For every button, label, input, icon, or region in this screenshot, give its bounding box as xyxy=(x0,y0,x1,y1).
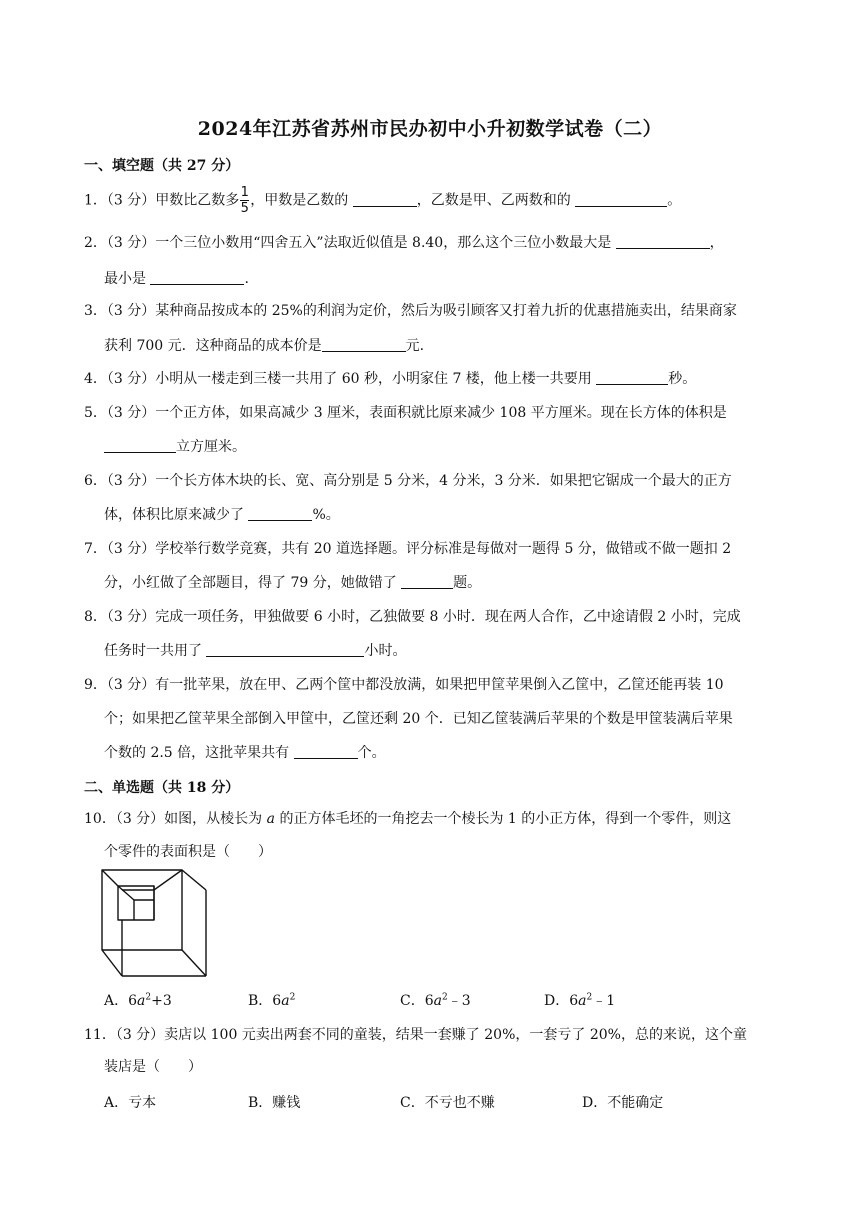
option-exp: 2 xyxy=(289,992,296,1003)
question-number: 5． xyxy=(84,405,107,421)
option-var: a xyxy=(281,993,290,1009)
question-text: ，甲数是乙数的 xyxy=(250,192,353,209)
question-text: 个数的 2.5 倍，这批苹果共有 xyxy=(104,745,294,761)
option-a[interactable] xyxy=(104,1092,156,1112)
question-number: 3． xyxy=(84,303,107,319)
question-5 xyxy=(84,404,784,422)
question-11 xyxy=(84,1026,784,1044)
option-label: D． xyxy=(544,993,570,1009)
option-exp: 2 xyxy=(586,992,593,1003)
option-exp: 2 xyxy=(442,992,448,1003)
question-3-line2 xyxy=(104,337,424,355)
option-text: 不亏也不赚 xyxy=(424,1095,495,1111)
option-text: 亏本 xyxy=(128,1095,157,1111)
question-2-line2 xyxy=(104,270,249,288)
question-9-line3 xyxy=(104,744,386,762)
question-number: 10． xyxy=(84,811,116,827)
question-text: 元. xyxy=(405,338,425,354)
option-exp: 2 xyxy=(145,992,152,1003)
option-a[interactable] xyxy=(104,990,172,1010)
option-var: a xyxy=(578,993,587,1009)
question-text: （3 分）一个三位小数用“四舍五入”法取近似值是 8.40，那么这个三位小数最大是 xyxy=(106,235,616,251)
option-label: B． xyxy=(248,1095,273,1111)
option-coef: 6 xyxy=(569,993,579,1009)
option-label: C． xyxy=(400,993,425,1009)
question-number: 11． xyxy=(84,1027,116,1043)
option-rest: ﹣3 xyxy=(447,993,471,1009)
answer-blank[interactable] xyxy=(616,234,710,249)
question-9-line2: 个；如果把乙筐苹果全部倒入甲筐中，乙筐还剩 20 个．已知乙筐装满后苹果的个数是甲筐装满后苹果 xyxy=(104,711,733,727)
question-text: 的正方体毛坯的一角挖去一个棱长为 1 的小正方体，得到一个零件，则这 xyxy=(275,811,732,827)
answer-blank[interactable] xyxy=(294,744,358,759)
option-label: A． xyxy=(104,993,129,1009)
answer-blank[interactable] xyxy=(248,506,312,521)
question-11-line2: 装店是（ ） xyxy=(104,1059,202,1075)
question-text: （3 分）有一批苹果，放在甲、乙两个筐中都没放满，如果把甲筐苹果倒入乙筐中，乙筐还能再装 10 xyxy=(106,677,724,693)
question-number: 8． xyxy=(84,609,107,625)
question-9 xyxy=(84,676,784,694)
question-text: 个。 xyxy=(357,745,386,761)
question-6 xyxy=(84,472,784,490)
question-text: （3 分）完成一项任务，甲独做要 6 小时，乙独做要 8 小时．现在两人合作，乙中途请假 2 小时，完成 xyxy=(106,609,741,625)
question-1 xyxy=(84,186,784,215)
variable: a xyxy=(266,811,275,827)
question-text: 最小是 xyxy=(104,271,151,287)
question-6-line2 xyxy=(104,506,340,524)
question-4 xyxy=(84,370,784,388)
option-d[interactable] xyxy=(582,1092,663,1112)
question-text: %。 xyxy=(312,507,340,523)
question-text: . xyxy=(244,271,249,287)
answer-blank[interactable] xyxy=(104,438,176,453)
question-text: 立方厘米。 xyxy=(176,439,246,455)
question-text: 。 xyxy=(667,192,682,209)
option-b[interactable] xyxy=(248,1092,300,1112)
option-coef: 6 xyxy=(128,993,138,1009)
question-number: 7． xyxy=(84,541,107,557)
option-label: B． xyxy=(248,993,273,1009)
option-text: 赚钱 xyxy=(272,1095,301,1111)
question-number: 9． xyxy=(84,677,107,693)
question-text: （3 分）一个长方体木块的长、宽、高分别是 5 分米，4 分米，3 分米．如果把它锯成一个最大的正方 xyxy=(106,473,732,489)
option-c[interactable] xyxy=(400,990,471,1010)
answer-blank[interactable] xyxy=(596,370,668,385)
option-coef: 6 xyxy=(424,993,434,1009)
question-text: ，乙数是甲、乙两数和的 xyxy=(416,192,576,209)
answer-blank[interactable] xyxy=(575,192,667,207)
section-choice-heading: 二、单选题（共 18 分） xyxy=(84,780,240,796)
option-var: a xyxy=(137,993,146,1009)
option-b[interactable] xyxy=(248,990,295,1010)
page-title: 2024年江苏省苏州市民办初中小升初数学试卷（二） xyxy=(197,118,663,140)
option-rest: ﹣1 xyxy=(592,993,616,1009)
question-10 xyxy=(84,810,784,828)
question-text: （3 分）如图，从棱长为 xyxy=(115,811,267,827)
question-2 xyxy=(84,234,784,252)
option-d[interactable] xyxy=(544,990,615,1010)
option-var: a xyxy=(433,993,442,1009)
question-number: 6． xyxy=(84,473,107,489)
answer-blank[interactable] xyxy=(353,192,417,207)
question-text: （3 分）卖店以 100 元卖出两套不同的童装，结果一套赚了 20%，一套亏了 20%，总的来说，这个童 xyxy=(115,1027,747,1043)
question-text: （3 分）某种商品按成本的 25%的利润为定价，然后为吸引顾客又打着九折的优惠措施卖出，结果商家 xyxy=(106,303,737,319)
question-text: 体，体积比原来减少了 xyxy=(104,507,249,523)
cube-figure xyxy=(96,866,214,982)
option-text: 不能确定 xyxy=(607,1095,664,1111)
option-label: D． xyxy=(582,1095,608,1111)
question-7 xyxy=(84,540,784,558)
question-text: 小时。 xyxy=(364,643,407,659)
question-8 xyxy=(84,608,784,626)
question-text: 获利 700 元．这种商品的成本价是 xyxy=(104,338,322,354)
question-8-line2 xyxy=(104,642,406,660)
question-number: 2． xyxy=(84,235,107,251)
question-text: 分，小红做了全部题目，得了 79 分，她做错了 xyxy=(104,575,402,591)
section-fill-heading: 一、填空题（共 27 分） xyxy=(84,158,240,174)
question-5-line2 xyxy=(104,438,246,456)
question-text: 题。 xyxy=(453,575,482,591)
question-7-line2 xyxy=(104,574,481,592)
question-10-line2: 个零件的表面积是（ ） xyxy=(104,844,272,860)
question-text: （3 分）甲数比乙数多 xyxy=(106,192,240,209)
fraction-denominator: 5 xyxy=(240,201,249,216)
option-c[interactable] xyxy=(400,1092,495,1112)
option-label: A． xyxy=(104,1095,129,1111)
option-label: C． xyxy=(400,1095,425,1111)
question-text: （3 分）小明从一楼走到三楼一共用了 60 秒，小明家住 7 楼，他上楼一共要用 xyxy=(106,371,597,387)
answer-blank[interactable] xyxy=(322,337,406,352)
question-text: 秒。 xyxy=(668,371,697,387)
question-text: （3 分）一个正方体，如果高减少 3 厘米，表面积就比原来减少 108 平方厘米。现在长方体的体积是 xyxy=(106,405,727,421)
question-number: 1． xyxy=(84,192,107,209)
option-coef: 6 xyxy=(272,993,282,1009)
answer-blank[interactable] xyxy=(206,642,364,657)
question-text: 任务时一共用了 xyxy=(104,643,207,659)
question-text: ， xyxy=(709,235,724,251)
fraction xyxy=(240,186,249,215)
answer-blank[interactable] xyxy=(150,270,244,285)
option-rest: +3 xyxy=(151,993,172,1009)
question-text: （3 分）学校举行数学竞赛，共有 20 道选择题。评分标准是每做对一题得 5 分，做错或不做一题扣 2 xyxy=(106,541,732,557)
answer-blank[interactable] xyxy=(401,574,453,589)
question-number: 4． xyxy=(84,371,107,387)
fraction-numerator: 1 xyxy=(240,185,249,200)
question-3 xyxy=(84,302,784,320)
